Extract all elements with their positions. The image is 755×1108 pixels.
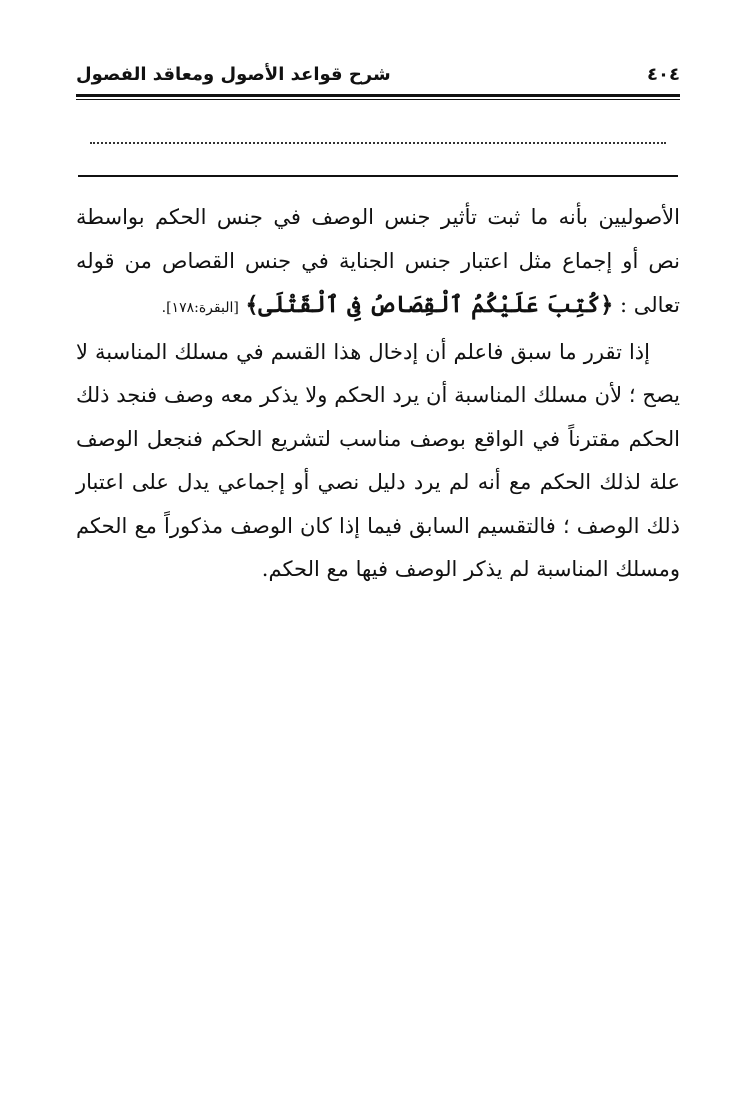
page-header [76, 62, 680, 92]
body-text [76, 196, 680, 592]
quran-bracket-open: ﴿ [600, 292, 614, 318]
verse-citation: [البقرة:١٧٨]. [161, 300, 239, 316]
header-rule-thin [76, 99, 680, 100]
quran-bracket-close: ﴾ [245, 292, 259, 318]
paragraph-1-text: الأصوليين بأنه ما ثبت تأثير جنس الوصف في جنس الحكم بواسطة نص أو إجماع مثل اعتبار جنس الجناية في جنس القصاص من قوله تعالى : [76, 205, 680, 317]
paragraph-2: إذا تقرر ما سبق فاعلم أن إدخال هذا القسم في مسلك المناسبة لا يصح ؛ لأن مسلك المناسبة أن يرد الحكم ولا يذكر معه وصف فنجد ذلك الحكم مقترناً في الواقع بوصف مناسب لتشريع الحكم فنجعل الوصف علة لذلك الحكم مع أنه لم يرد دليل نصي أو إجماعي يدل على اعتبار ذلك الوصف ؛ فالتقسيم السابق فيما إذا كان الوصف مذكوراً مع الحكم ومسلك المناسبة لم يذكر الوصف فيها مع الحكم. [76, 339, 680, 581]
running-title: شرح قواعد الأصول ومعاقد الفصول [76, 64, 391, 85]
page-number: ٤٠٤ [647, 64, 680, 85]
header-rule-thick [76, 94, 680, 97]
paragraph-1 [76, 196, 680, 331]
quran-verse: كُتِبَ عَلَيْكُمُ ٱلْقِصَاصُ فِى ٱلْقَتْلَى [258, 291, 601, 318]
section-rule [78, 175, 678, 177]
dotted-separator [90, 126, 666, 144]
